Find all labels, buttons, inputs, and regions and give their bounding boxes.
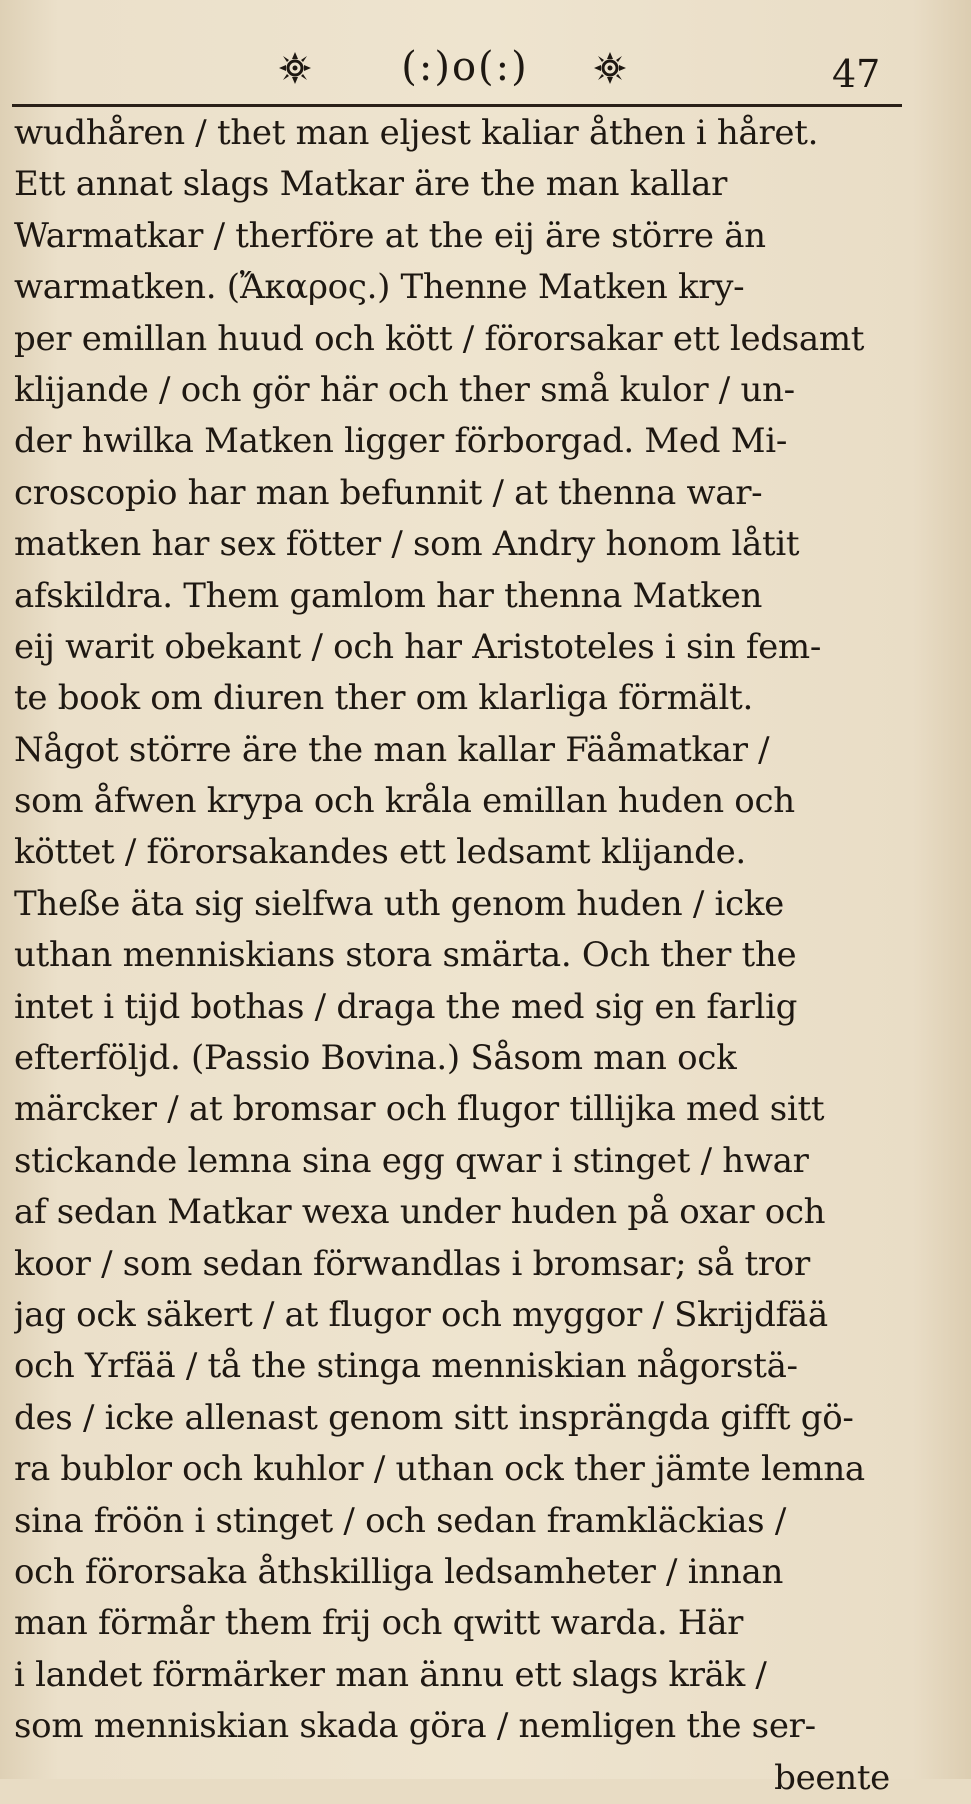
body-text [14, 108, 904, 1804]
text-line: afskildra. Them gamlom har thenna Matken [14, 575, 763, 616]
text-line: per emillan huud och kött / förorsakar ett ledsamt [14, 318, 865, 359]
text-line: och förorsaka åthskilliga ledsamheter / innan [14, 1551, 784, 1592]
text-line: uthan menniskians stora smärta. Och ther the [14, 935, 797, 976]
text-line: warmatken. (Ἄκαρος.) Thenne Matken kry- [14, 267, 745, 308]
text-line: croscopio har man befunnit / at thenna war- [14, 472, 763, 513]
text-line: Theße äta sig sielfwa uth genom huden / icke [14, 883, 784, 924]
text-line: eij warit obekant / och har Aristoteles i sin fem- [14, 626, 822, 667]
text-line: stickande lemna sina egg qwar i stinget / hwar [14, 1140, 809, 1181]
text-line: intet i tijd bothas / draga the med sig en farlig [14, 986, 798, 1027]
text-line: koor / som sedan förwandlas i bromsar; så tror [14, 1243, 810, 1284]
text-line: som åfwen krypa och kråla emillan huden och [14, 781, 795, 822]
text-line: Warmatkar / therföre at the eij äre större än [14, 215, 766, 256]
text-line: och Yrfää / tå the stinga menniskian någorstä- [14, 1346, 798, 1387]
text-line: Något större äre the man kallar Fäåmatkar / [14, 729, 770, 770]
header-center-mark: (:)o(:) [401, 44, 529, 90]
text-line: matken har sex fötter / som Andry honom låtit [14, 524, 800, 565]
text-line: märcker / at bromsar och flugor tillijka med sitt [14, 1089, 825, 1130]
floral-ornament-icon [277, 50, 313, 86]
text-line: klijande / och gör här och ther små kulor / un- [14, 369, 795, 410]
text-line: der hwilka Matken ligger förborgad. Med Mi- [14, 421, 788, 462]
text-line: wudhåren / thet man eljest kaliar åthen i håret. [14, 113, 819, 153]
text-line: som menniskian skada göra / nemligen the ser- [14, 1706, 816, 1747]
text-line: sina fröön i stinget / och sedan framkläckias / [14, 1500, 786, 1541]
text-line: köttet / förorsakandes ett ledsamt klijande. [14, 832, 746, 873]
text-line: te book om diuren ther om klarliga förmält. [14, 678, 753, 719]
page-number: 47 [832, 52, 881, 96]
text-line: efterföljd. (Passio Bovina.) Såsom man ock [14, 1038, 737, 1079]
header-rule [12, 104, 902, 107]
text-line: des / icke allenast genom sitt insprängda gifft gö- [14, 1397, 854, 1438]
text-line: Ett annat slags Matkar äre the man kallar [14, 164, 728, 205]
text-line: ra bublor och kuhlor / uthan ock ther jämte lemna [14, 1449, 865, 1490]
catchword: beente [774, 1757, 890, 1798]
floral-ornament-icon [592, 50, 628, 86]
text-line: i landet förmärker man ännu ett slags kräk / [14, 1654, 767, 1695]
page-header [0, 40, 971, 102]
text-line: af sedan Matkar wexa under huden på oxar och [14, 1192, 826, 1233]
text-line: man förmår them frij och qwitt warda. Här [14, 1603, 744, 1644]
text-line: jag ock säkert / at flugor och myggor / Skrijdfää [14, 1294, 828, 1335]
